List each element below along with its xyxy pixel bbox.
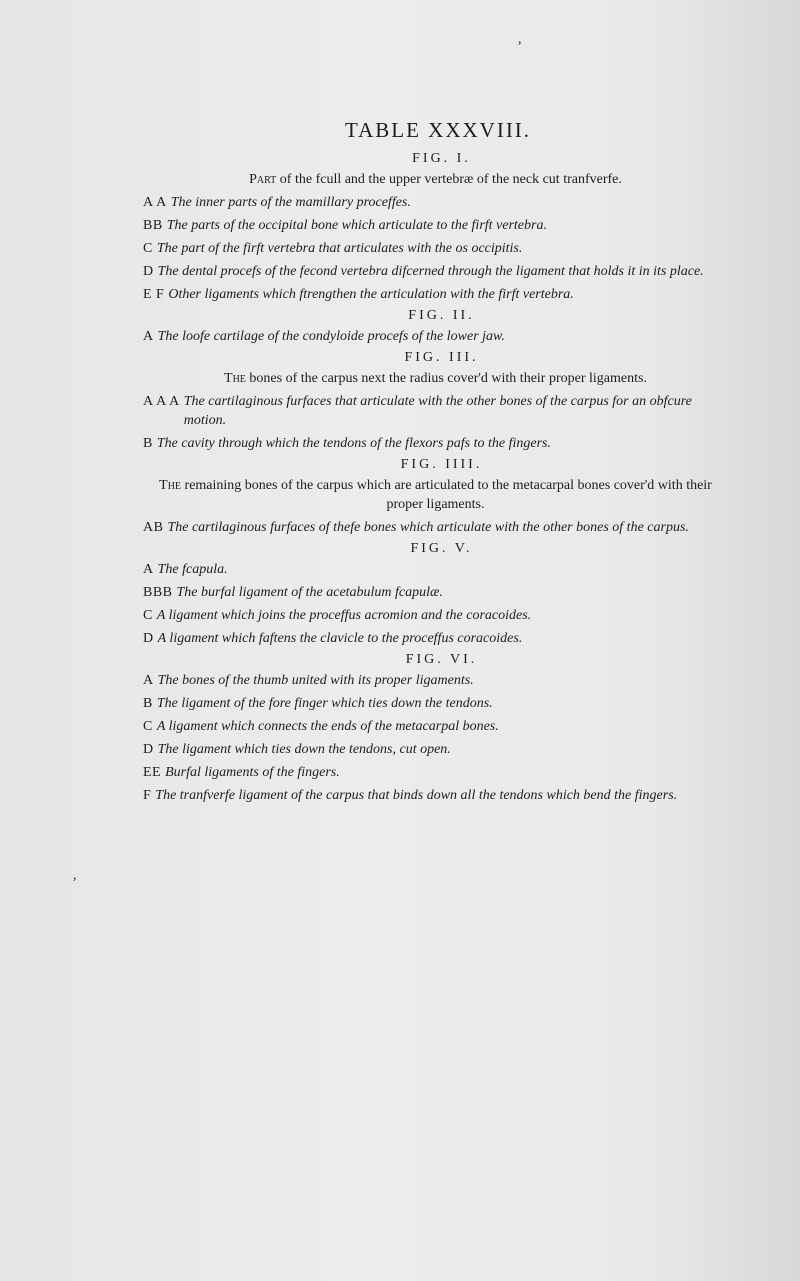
entry-text: The cavity through which the tendons of the flexors pafs to the fingers. <box>156 436 551 451</box>
legend-entry <box>143 392 728 430</box>
entry-text: The cartilaginous furfaces that articulate with the other bones of the carpus for an obfcure motion. <box>183 394 692 428</box>
entry-text: The burfal ligament of the acetabulum fcapulæ. <box>176 585 443 600</box>
legend-entry <box>143 694 728 713</box>
entry-text: A ligament which connects the ends of the metacarpal bones. <box>156 719 499 734</box>
legend-entry <box>143 285 728 304</box>
figure-heading: FIG. I. <box>412 151 471 166</box>
entry-text: The inner parts of the mamillary proceffes. <box>170 195 411 210</box>
entry-label: B <box>143 436 153 451</box>
entry-label: D <box>143 264 154 279</box>
figure-heading: FIG. V. <box>410 541 473 556</box>
entry-label: A A A <box>143 394 180 409</box>
entry-label: A A <box>143 195 167 210</box>
entry-label: B <box>143 696 153 711</box>
entry-text: The ligament of the fore finger which ties down the tendons. <box>156 696 493 711</box>
legend-entry <box>143 434 728 453</box>
entry-text: The cartilaginous furfaces of thefe bones which articulate with the other bones of the carpus. <box>167 520 689 535</box>
figure-caption: The bones of the carpus next the radius cover'd with their proper ligaments. <box>224 371 647 386</box>
legend-entry <box>143 583 728 602</box>
entry-label: E F <box>143 287 165 302</box>
legend-entry <box>143 606 728 625</box>
entry-text: The tranfverfe ligament of the carpus that binds down all the tendons which bend the fingers. <box>155 788 678 803</box>
figure-section <box>143 350 728 453</box>
entry-label: D <box>143 631 154 646</box>
figure-heading: FIG. IIII. <box>400 457 483 472</box>
entry-label: D <box>143 742 154 757</box>
legend-entry <box>143 786 728 805</box>
legend-entry <box>143 763 728 782</box>
entry-text: The fcapula. <box>157 562 228 577</box>
entry-label: C <box>143 241 153 256</box>
entry-text: The parts of the occipital bone which articulate to the firft vertebra. <box>166 218 547 233</box>
entry-text: The ligament which ties down the tendons, cut open. <box>157 742 451 757</box>
entry-label: BB <box>143 218 163 233</box>
ink-speck: , <box>73 868 77 883</box>
legend-entry <box>143 717 728 736</box>
figure-section <box>143 541 728 648</box>
page-title: TABLE XXXVIII. <box>344 118 532 142</box>
entry-text: Burfal ligaments of the fingers. <box>165 765 340 780</box>
entry-text: A ligament which faftens the clavicle to the proceffus coracoides. <box>157 631 523 646</box>
entry-label: F <box>143 788 152 803</box>
figure-section <box>143 457 728 537</box>
legend-entry <box>143 671 728 690</box>
entry-label: C <box>143 719 153 734</box>
legend-entry <box>143 560 728 579</box>
legend-entry <box>143 193 728 212</box>
entry-label: C <box>143 608 153 623</box>
figure-heading: FIG. III. <box>404 350 479 365</box>
figure-caption: The remaining bones of the carpus which are articulated to the metacarpal bones cover'd with their proper ligaments. <box>159 478 712 512</box>
figure-section <box>143 151 728 304</box>
entry-label: A <box>143 329 154 344</box>
figure-section <box>143 308 728 346</box>
entry-label: EE <box>143 765 162 780</box>
figure-heading: FIG. VI. <box>405 652 478 667</box>
legend-entry <box>143 518 728 537</box>
figure-section <box>143 652 728 805</box>
figure-caption: Part of the fcull and the upper vertebræ of the neck cut tranfverfe. <box>249 172 622 187</box>
ink-speck: , <box>518 32 522 47</box>
entry-text: The part of the firft vertebra that articulates with the os occipitis. <box>156 241 523 256</box>
legend-entry <box>143 239 728 258</box>
figure-heading: FIG. II. <box>408 308 475 323</box>
entry-text: Other ligaments which ftrengthen the articulation with the firft vertebra. <box>168 287 574 302</box>
entry-label: AB <box>143 520 164 535</box>
entry-label: BBB <box>143 585 173 600</box>
plate-description <box>143 118 728 809</box>
legend-entry <box>143 740 728 759</box>
legend-entry <box>143 216 728 235</box>
entry-text: The dental procefs of the fecond vertebra difcerned through the ligament that holds it in its place. <box>157 264 704 279</box>
legend-entry <box>143 629 728 648</box>
entry-text: The loofe cartilage of the condyloide procefs of the lower jaw. <box>157 329 505 344</box>
entry-text: The bones of the thumb united with its proper ligaments. <box>157 673 474 688</box>
entry-label: A <box>143 562 154 577</box>
legend-entry <box>143 327 728 346</box>
legend-entry <box>143 262 728 281</box>
entry-text: A ligament which joins the proceffus acromion and the coracoides. <box>156 608 532 623</box>
entry-label: A <box>143 673 154 688</box>
